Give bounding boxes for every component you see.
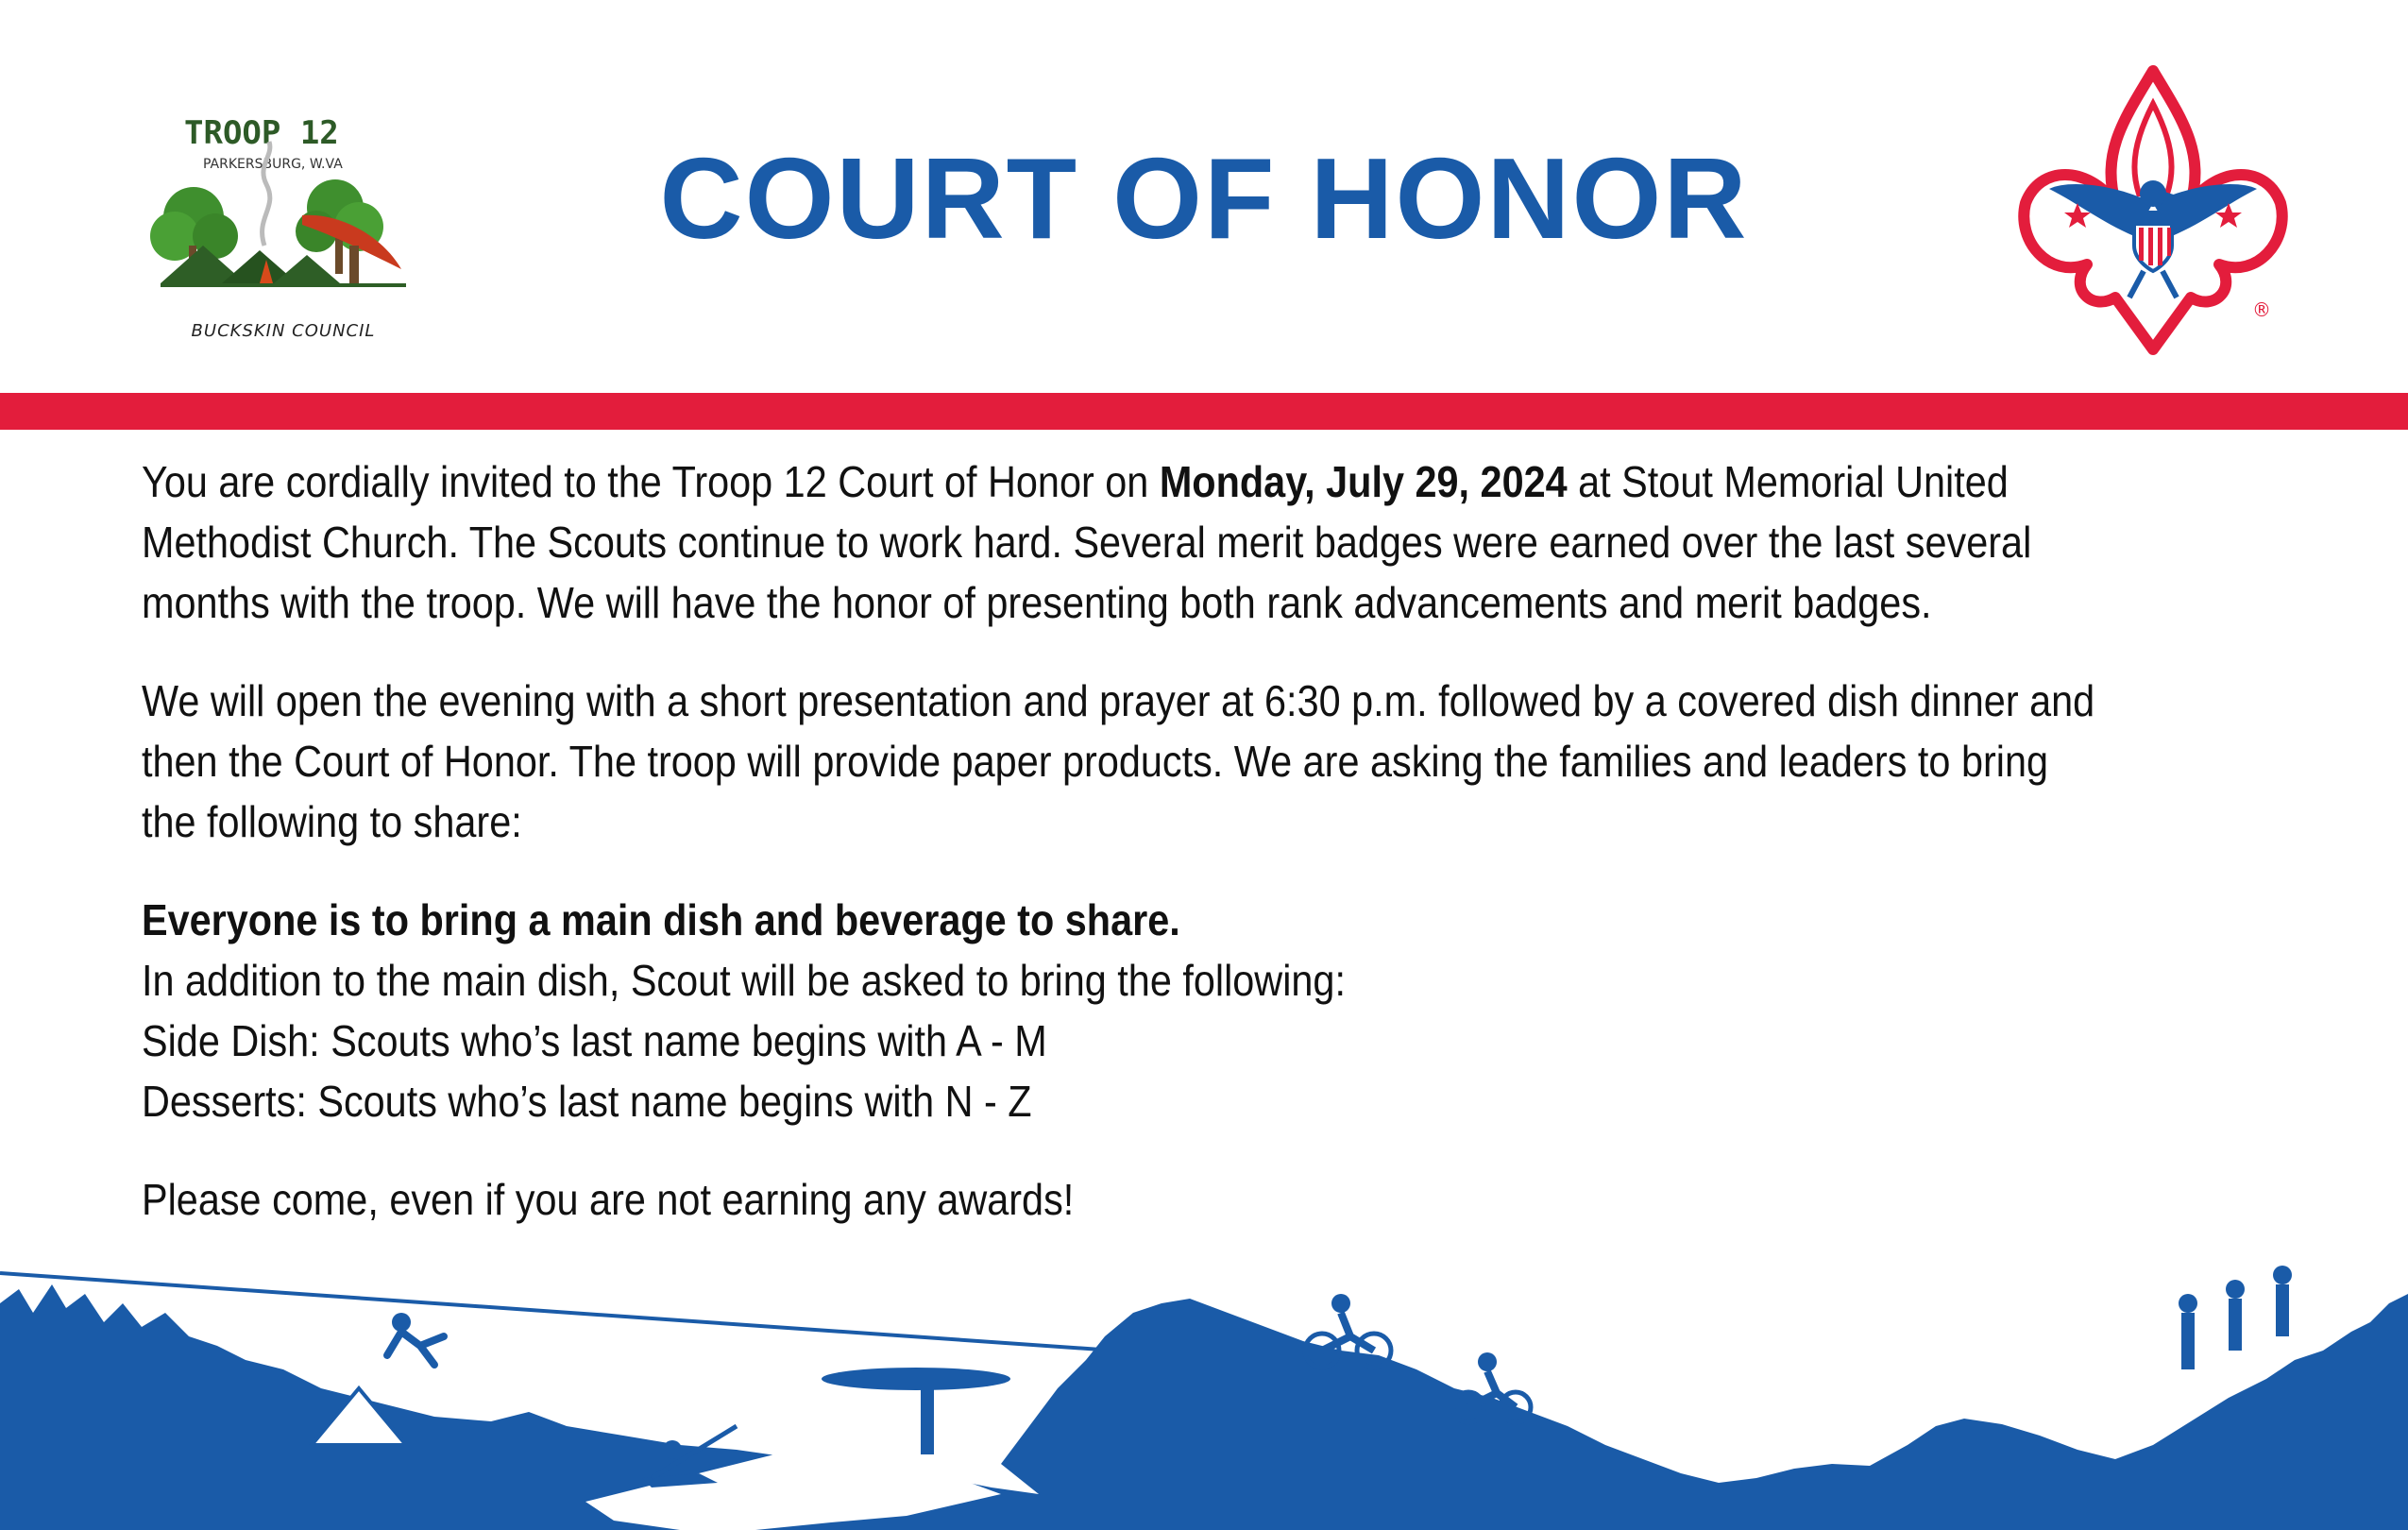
invitation-body: [142, 451, 2096, 1267]
invitation-text-start: You are cordially invited to the Troop 12 Court of Honor on: [142, 457, 1160, 506]
fleur-de-lis-eagle-icon: [2011, 61, 2295, 373]
troop-logo-bottom-text: BUCKSKIN COUNCIL: [191, 321, 376, 341]
troop-logo-sub-text: PARKERSBURG, W.VA: [203, 157, 343, 172]
food-instruction-bold: Everyone is to bring a main dish and beverage to share.: [142, 895, 1180, 944]
paragraph-closing: Please come, even if you are not earning any awards!: [142, 1175, 1075, 1224]
registered-mark: ®: [2252, 298, 2271, 321]
paragraph-schedule: We will open the evening with a short presentation and prayer at 6:30 p.m. followed by a covered dish dinner and then the Court of Honor. The troop will provide paper products. We are asking the families and leaders to bring the following to share:: [142, 676, 2095, 846]
paragraph-food: [142, 890, 2096, 1131]
troop-logo-top-text: TROOP 12: [184, 114, 339, 152]
outdoor-activities-silhouette-icon: [0, 1247, 2408, 1530]
bsa-logo: [2011, 61, 2295, 373]
paragraph-invitation: [142, 451, 2096, 633]
food-instruction-line: In addition to the main dish, Scout will be asked to bring the following:: [142, 956, 1346, 1005]
invitation-text-end: at Stout Memorial United Methodist Church. The Scouts continue to work hard. Several merit badges were earned over the last several months with the troop. We will have the honor of presenting both rank advancements and merit badges.: [142, 457, 2032, 627]
red-divider-bar: [0, 393, 2408, 430]
page-title: COURT OF HONOR: [659, 134, 1749, 263]
event-date: Monday, July 29, 2024: [1159, 457, 1568, 506]
dessert-assignment: Desserts: Scouts who’s last name begins with N - Z: [142, 1077, 1032, 1126]
outdoor-activities-scene: [0, 1247, 2408, 1530]
side-dish-assignment: Side Dish: Scouts who’s last name begins with A - M: [142, 1016, 1047, 1065]
